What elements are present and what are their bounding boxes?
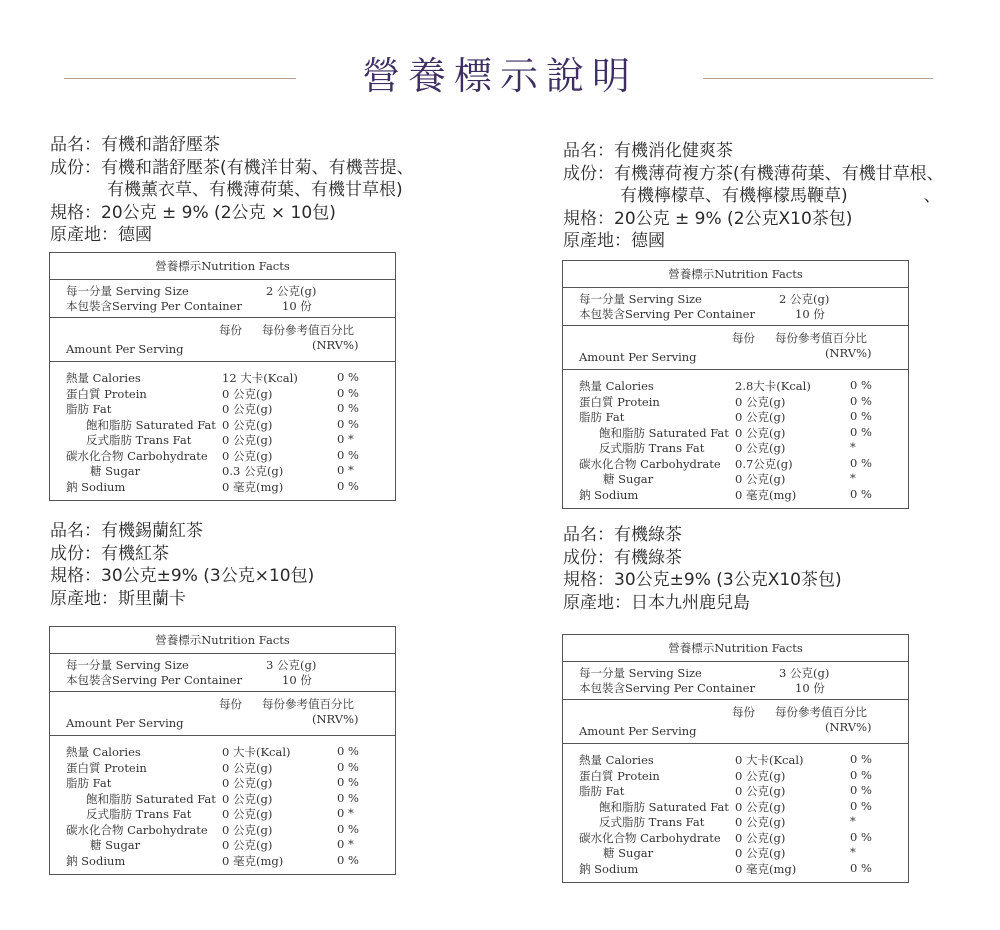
nutrient-amount: 0 公克(g) <box>735 846 786 860</box>
spec-label: 規格： <box>563 570 614 590</box>
product-ingredients: 有機和諧舒壓茶(有機洋甘菊、有機菩提、 <box>101 157 414 178</box>
nutrient-amount: 0 大卡(Kcal) <box>222 745 291 759</box>
nutrient-row <box>50 401 395 417</box>
nutrient-nrv: 0 % <box>850 752 872 766</box>
nutrient-row <box>563 440 908 456</box>
nutrient-nrv: 0 % <box>850 455 872 470</box>
product-origin: 德國 <box>118 225 152 245</box>
nutrient-nrv: 0 % <box>337 852 359 867</box>
nutrient-name: 碳水化合物 Carbohydrate <box>66 448 208 463</box>
nutrient-nrv: * <box>850 845 856 859</box>
nutrient-nrv: 0 % <box>850 798 872 813</box>
nutrient-row <box>563 861 908 877</box>
nutrient-row <box>563 768 908 784</box>
nutrient-row <box>563 409 908 425</box>
nutrient-nrv: 0 % <box>337 821 359 836</box>
nutrient-name: 熱量 Calories <box>579 379 654 393</box>
product-ingredients-cont: 有機薰衣草、有機薄荷葉、有機甘草根) <box>107 180 403 200</box>
nutrient-row <box>563 456 908 472</box>
nutrient-amount: 2.8大卡(Kcal) <box>735 379 811 393</box>
nutrient-nrv: 0 % <box>337 385 359 400</box>
nutrient-rows <box>50 362 395 500</box>
product-spec: 20公克 ± 9% (2公克X10茶包) <box>614 208 853 229</box>
nutrient-name: 鈉 Sodium <box>579 861 639 876</box>
nutrient-name: 鈉 Sodium <box>66 479 126 494</box>
serving-size-label: 每一分量 Serving Size <box>66 658 189 672</box>
nutrient-nrv: 0 % <box>850 424 872 439</box>
nutrient-amount: 0 公克(g) <box>222 822 273 837</box>
nutrient-amount: 0 公克(g) <box>735 784 786 798</box>
nutrient-nrv: 0 % <box>850 393 872 408</box>
product-ingredients: 有機綠茶 <box>614 547 682 568</box>
nutrition-header: 營養標示Nutrition Facts <box>50 627 395 654</box>
nrv-unit: (NRV%) <box>825 720 872 734</box>
nutrient-name: 飽和脂肪 Saturated Fat <box>86 417 216 432</box>
amount-per-serving-label: Amount Per Serving <box>66 716 184 730</box>
nutrition-header: 營養標示Nutrition Facts <box>563 635 908 662</box>
amount-per-serving-label: Amount Per Serving <box>66 342 184 356</box>
nutrient-nrv: 0 % <box>337 744 359 758</box>
nutrient-nrv: 0 % <box>337 478 359 493</box>
origin-label: 原產地： <box>563 231 631 251</box>
nutrient-amount: 0 公克(g) <box>735 425 786 440</box>
nutrient-name: 熱量 Calories <box>579 753 654 767</box>
nrv-header: 每份參考值百分比 <box>262 697 354 711</box>
servings-label: 本包裝含Serving Per Container <box>66 299 242 313</box>
nrv-header: 每份參考值百分比 <box>262 323 354 337</box>
nutrient-nrv: 0 % <box>850 378 872 392</box>
nutrient-amount: 0 公克(g) <box>735 410 786 424</box>
nutrient-row <box>50 417 395 433</box>
nutrient-nrv: 0 % <box>337 447 359 462</box>
nutrient-name: 反式脂肪 Trans Fat <box>599 815 705 829</box>
product-spec: 30公克±9% (3公克×10包) <box>101 566 315 586</box>
nutrient-name: 熱量 Calories <box>66 745 141 759</box>
nrv-header: 每份參考值百分比 <box>775 331 867 345</box>
serving-size-label: 每一分量 Serving Size <box>579 666 702 680</box>
nutrient-row <box>563 830 908 846</box>
nutrient-name: 糖 Sugar <box>603 846 654 860</box>
nutrient-name: 脂肪 Fat <box>66 402 112 416</box>
nutrient-row <box>50 386 395 402</box>
product-info-3 <box>50 520 510 610</box>
name-label: 品名： <box>50 521 101 541</box>
nutrient-row <box>563 814 908 830</box>
amount-per-serving-label: Amount Per Serving <box>579 724 697 738</box>
nrv-unit: (NRV%) <box>312 712 359 726</box>
nutrient-name: 鈉 Sodium <box>579 487 639 502</box>
nutrient-name: 碳水化合物 Carbohydrate <box>579 830 721 845</box>
spec-label: 規格： <box>50 566 101 586</box>
product-name: 有機消化健爽茶 <box>614 141 733 161</box>
origin-label: 原產地： <box>563 592 631 613</box>
nutrient-name: 反式脂肪 Trans Fat <box>599 441 705 455</box>
nutrient-rows <box>563 744 908 882</box>
ingredients-label: 成份： <box>50 543 101 564</box>
nutrient-amount: 0 公克(g) <box>735 472 786 486</box>
nutrient-name: 脂肪 Fat <box>579 410 625 424</box>
nutrient-nrv: 0 % <box>337 416 359 431</box>
nutrient-amount: 0 公克(g) <box>222 386 273 401</box>
nutrient-nrv: 0 % <box>337 775 359 789</box>
nutrient-amount: 0 公克(g) <box>222 760 273 775</box>
per-serving-header: 每份 <box>732 705 755 719</box>
nutrient-amount: 0 公克(g) <box>222 838 273 852</box>
ingredients-label: 成份： <box>563 163 614 184</box>
nutrient-name: 糖 Sugar <box>90 838 141 852</box>
amount-section <box>563 326 908 370</box>
nutrient-name: 飽和脂肪 Saturated Fat <box>599 425 729 440</box>
spec-label: 規格： <box>563 208 614 229</box>
nutrient-nrv: 0 % <box>337 790 359 805</box>
product-origin: 日本九州鹿兒島 <box>631 592 750 613</box>
title-divider-right <box>703 78 933 79</box>
nutrient-nrv: 0 % <box>337 370 359 384</box>
product-ingredients-cont: 有機檸檬草、有機檸檬馬鞭草) <box>620 186 848 206</box>
nutrient-amount: 0 公克(g) <box>222 402 273 416</box>
nutrient-row <box>50 448 395 464</box>
serving-size-value: 2 公克(g) <box>779 292 830 306</box>
nutrient-amount: 0 大卡(Kcal) <box>735 753 804 767</box>
amount-section <box>50 318 395 362</box>
per-serving-header: 每份 <box>219 697 242 711</box>
nutrient-row <box>50 463 395 479</box>
nutrient-amount: 0 公克(g) <box>222 776 273 790</box>
nutrient-amount: 0 公克(g) <box>222 807 273 821</box>
servings-value: 10 份 <box>282 673 312 687</box>
nutrient-name: 反式脂肪 Trans Fat <box>86 807 192 821</box>
origin-label: 原產地： <box>50 588 118 609</box>
nutrient-amount: 0 公克(g) <box>222 791 273 806</box>
nutrient-amount: 12 大卡(Kcal) <box>222 371 298 385</box>
nutrient-nrv: 0 * <box>337 432 354 446</box>
serving-size-value: 2 公克(g) <box>266 284 317 298</box>
servings-label: 本包裝含Serving Per Container <box>579 681 755 695</box>
nutrient-name: 糖 Sugar <box>603 472 654 486</box>
serving-section <box>50 280 395 318</box>
nutrient-nrv: 0 % <box>850 486 872 501</box>
nutrient-nrv: 0 * <box>337 806 354 820</box>
per-serving-header: 每份 <box>732 331 755 345</box>
nutrient-row <box>563 752 908 768</box>
nutrient-row <box>563 471 908 487</box>
product-ingredients: 有機紅茶 <box>101 543 169 564</box>
nutrient-amount: 0 公克(g) <box>222 417 273 432</box>
product-ingredients: 有機薄荷複方茶(有機薄荷葉、有機甘草根、 <box>614 163 944 184</box>
nutrient-nrv: 0 % <box>337 759 359 774</box>
nutrient-row <box>563 487 908 503</box>
nutrient-nrv: * <box>850 440 856 454</box>
nutrition-facts-table-2 <box>562 260 909 509</box>
nutrient-amount: 0 毫克(mg) <box>222 853 284 868</box>
nutrient-name: 蛋白質 Protein <box>66 760 147 775</box>
nutrient-name: 反式脂肪 Trans Fat <box>86 433 192 447</box>
nutrient-name: 脂肪 Fat <box>579 784 625 798</box>
nutrient-nrv: 0 * <box>337 837 354 851</box>
nutrient-row <box>50 744 395 760</box>
product-spec: 20公克 ± 9% (2公克 × 10包) <box>101 202 336 223</box>
ingredients-label: 成份： <box>563 547 614 568</box>
product-info-1 <box>50 134 510 247</box>
product-origin: 斯里蘭卡 <box>118 588 186 609</box>
name-label: 品名： <box>50 135 101 155</box>
nutrient-amount: 0 公克(g) <box>735 441 786 455</box>
page-title: 營養標示說明 <box>361 54 638 98</box>
nutrient-row <box>50 432 395 448</box>
nutrient-name: 飽和脂肪 Saturated Fat <box>599 799 729 814</box>
nutrient-amount: 0 公克(g) <box>735 815 786 829</box>
nutrient-name: 糖 Sugar <box>90 464 141 478</box>
product-info-4 <box>563 524 1000 614</box>
nutrient-amount: 0 公克(g) <box>735 394 786 409</box>
servings-value: 10 份 <box>282 299 312 313</box>
nutrient-amount: 0 公克(g) <box>735 799 786 814</box>
nutrient-row <box>50 806 395 822</box>
origin-label: 原產地： <box>50 225 118 245</box>
ingredients-label: 成份： <box>50 157 101 178</box>
nutrient-nrv: 0 % <box>850 860 872 875</box>
nutrition-facts-table-1 <box>49 252 396 501</box>
serving-size-label: 每一分量 Serving Size <box>579 292 702 306</box>
serving-section <box>563 288 908 326</box>
nutrient-nrv: 0 % <box>850 783 872 797</box>
nutrient-row <box>50 479 395 495</box>
name-label: 品名： <box>563 141 614 161</box>
nutrient-amount: 0 毫克(mg) <box>222 479 284 494</box>
servings-value: 10 份 <box>795 681 825 695</box>
serving-size-value: 3 公克(g) <box>266 658 317 672</box>
nutrient-amount: 0 毫克(mg) <box>735 487 797 502</box>
servings-label: 本包裝含Serving Per Container <box>66 673 242 687</box>
nutrient-row <box>50 837 395 853</box>
serving-size-value: 3 公克(g) <box>779 666 830 680</box>
nutrient-name: 飽和脂肪 Saturated Fat <box>86 791 216 806</box>
per-serving-header: 每份 <box>219 323 242 337</box>
servings-value: 10 份 <box>795 307 825 321</box>
servings-label: 本包裝含Serving Per Container <box>579 307 755 321</box>
nutrient-amount: 0 公克(g) <box>735 768 786 783</box>
nutrient-row <box>50 370 395 386</box>
nutrient-amount: 0 公克(g) <box>735 830 786 845</box>
serving-section <box>563 662 908 700</box>
spec-label: 規格： <box>50 202 101 223</box>
nutrient-row <box>563 783 908 799</box>
nutrient-row <box>50 853 395 869</box>
nrv-header: 每份參考值百分比 <box>775 705 867 719</box>
nutrient-row <box>563 799 908 815</box>
nutrition-facts-table-3 <box>49 626 396 875</box>
nutrient-name: 鈉 Sodium <box>66 853 126 868</box>
nutrient-amount: 0.3 公克(g) <box>222 464 284 478</box>
nutrient-name: 脂肪 Fat <box>66 776 112 790</box>
nutrient-row <box>563 845 908 861</box>
product-origin: 德國 <box>631 231 665 251</box>
nutrient-nrv: * <box>850 814 856 828</box>
nutrient-row <box>50 822 395 838</box>
nutrient-row <box>50 775 395 791</box>
nutrient-amount: 0.7公克(g) <box>735 456 793 471</box>
product-name: 有機錫蘭紅茶 <box>101 521 203 541</box>
nutrient-row <box>563 378 908 394</box>
amount-section <box>563 700 908 744</box>
nutrient-name: 蛋白質 Protein <box>66 386 147 401</box>
nutrient-name: 碳水化合物 Carbohydrate <box>579 456 721 471</box>
product-info-2 <box>563 140 1000 253</box>
serving-section <box>50 654 395 692</box>
nutrient-amount: 0 公克(g) <box>222 433 273 447</box>
nutrient-row <box>50 760 395 776</box>
nutrient-row <box>563 394 908 410</box>
nutrient-name: 碳水化合物 Carbohydrate <box>66 822 208 837</box>
nutrient-rows <box>563 370 908 508</box>
nutrient-row <box>563 425 908 441</box>
nrv-unit: (NRV%) <box>312 338 359 352</box>
product-name: 有機和諧舒壓茶 <box>101 135 220 155</box>
nutrient-name: 熱量 Calories <box>66 371 141 385</box>
product-name: 有機綠茶 <box>614 525 682 545</box>
nutrient-nrv: 0 % <box>850 409 872 423</box>
nutrient-nrv: 0 * <box>337 463 354 477</box>
nutrition-facts-table-4 <box>562 634 909 883</box>
amount-section <box>50 692 395 736</box>
serving-size-label: 每一分量 Serving Size <box>66 284 189 298</box>
name-label: 品名： <box>563 525 614 545</box>
nutrient-nrv: 0 % <box>850 829 872 844</box>
ingredients-trailing-mark: 、 <box>923 186 941 206</box>
product-spec: 30公克±9% (3公克X10茶包) <box>614 570 842 590</box>
nutrient-amount: 0 公克(g) <box>222 448 273 463</box>
amount-per-serving-label: Amount Per Serving <box>579 350 697 364</box>
nutrition-header: 營養標示Nutrition Facts <box>50 253 395 280</box>
nutrient-nrv: 0 % <box>850 767 872 782</box>
nutrient-amount: 0 毫克(mg) <box>735 861 797 876</box>
nutrient-name: 蛋白質 Protein <box>579 394 660 409</box>
nutrient-rows <box>50 736 395 874</box>
nutrient-name: 蛋白質 Protein <box>579 768 660 783</box>
nutrient-nrv: 0 % <box>337 401 359 415</box>
nutrient-nrv: * <box>850 471 856 485</box>
nrv-unit: (NRV%) <box>825 346 872 360</box>
nutrient-row <box>50 791 395 807</box>
nutrition-header: 營養標示Nutrition Facts <box>563 261 908 288</box>
page-header <box>0 46 1000 106</box>
